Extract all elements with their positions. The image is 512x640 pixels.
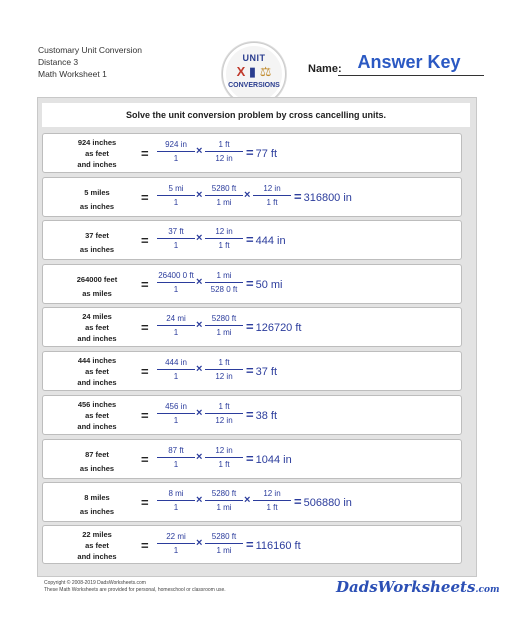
conversion-fraction — [205, 489, 243, 513]
conversion-fraction — [157, 489, 195, 513]
problem-label-line: as feet — [85, 323, 109, 332]
brand-name: DadsWorksheets — [336, 578, 476, 596]
problem-label-line: 8 miles — [84, 493, 110, 502]
conversion-fraction — [157, 314, 195, 338]
name-field-line[interactable] — [338, 75, 484, 76]
problem-label-line: 24 miles — [82, 312, 112, 321]
fraction-numerator: 444 in — [157, 358, 195, 370]
fraction-numerator: 5280 ft — [205, 489, 243, 501]
result-equals-sign: = — [294, 494, 302, 509]
result-value: 1044 in — [255, 454, 292, 466]
fraction-denominator: 1 — [173, 372, 179, 381]
problem-row — [42, 307, 462, 347]
answer-result — [246, 407, 277, 422]
problem-row — [42, 351, 462, 391]
equals-sign: = — [141, 408, 149, 423]
multiply-sign: × — [196, 407, 203, 419]
result-value: 126720 ft — [255, 322, 302, 334]
problem-label-line: and inches — [77, 552, 117, 561]
fraction-denominator: 1 — [173, 241, 179, 250]
conversion-fraction — [157, 271, 195, 295]
equals-sign: = — [141, 538, 149, 553]
fraction-numerator: 1 ft — [205, 402, 243, 414]
fraction-denominator: 12 in — [215, 372, 233, 381]
fraction-numerator: 1 mi — [205, 271, 243, 283]
problem-label-line: 22 miles — [82, 530, 112, 539]
multiply-sign: × — [196, 189, 203, 201]
fraction-numerator: 5 mi — [157, 184, 195, 196]
problem-label-line: as feet — [85, 149, 109, 158]
answer-result — [246, 276, 283, 291]
conversion-fraction — [205, 271, 243, 295]
problem-label — [57, 355, 137, 388]
conversion-fraction — [157, 402, 195, 426]
equals-sign: = — [141, 364, 149, 379]
problem-label — [57, 229, 137, 257]
problem-label — [57, 448, 137, 476]
fraction-denominator: 1 — [173, 546, 179, 555]
multiply-sign: × — [196, 276, 203, 288]
fraction-numerator: 1 ft — [205, 358, 243, 370]
conversion-fraction — [253, 489, 291, 513]
equals-sign: = — [141, 146, 149, 161]
result-value: 116160 ft — [255, 540, 301, 552]
problem-row — [42, 482, 462, 522]
multiply-sign: × — [196, 363, 203, 375]
problem-label-line: 444 inches — [77, 356, 117, 365]
fraction-numerator: 24 mi — [157, 314, 195, 326]
result-equals-sign: = — [246, 451, 254, 466]
multiply-sign: × — [196, 319, 203, 331]
fraction-denominator: 1 mi — [216, 328, 232, 337]
conversion-fraction — [157, 532, 195, 556]
logo-top-text: UNIT — [242, 53, 266, 63]
conversion-fraction — [157, 227, 195, 251]
logo-icons — [223, 64, 285, 80]
problem-label-line: and inches — [77, 160, 117, 169]
fraction-numerator: 12 in — [205, 227, 243, 239]
result-value: 77 ft — [255, 148, 277, 160]
dadsworksheets-logo — [336, 578, 500, 596]
problem-row — [42, 220, 462, 260]
instructions-text: Solve the unit conversion problem by cross cancelling units. — [125, 110, 387, 120]
fraction-numerator: 26400 0 ft — [157, 271, 195, 283]
problem-label — [57, 311, 137, 344]
problem-label-line: as feet — [85, 541, 109, 550]
cross-icon: X — [236, 64, 246, 79]
answer-result — [246, 537, 301, 552]
problem-row — [42, 439, 462, 479]
conversion-fraction — [157, 358, 195, 382]
answer-key-title: Answer Key — [357, 52, 461, 72]
usage-note: These Math Worksheets are provided for personal, homeschool or classroom use. — [44, 587, 226, 593]
problem-label-line: as inches — [79, 464, 115, 473]
problem-label-line: as feet — [85, 367, 109, 376]
fraction-denominator: 1 — [173, 460, 179, 469]
problem-label-line: 456 inches — [77, 400, 117, 409]
result-value: 37 ft — [255, 366, 277, 378]
conversion-fraction — [253, 184, 291, 208]
logo-bottom-text: CONVERSIONS — [228, 82, 280, 89]
fraction-denominator: 528 0 ft — [210, 285, 238, 294]
conversion-fraction — [157, 446, 195, 470]
fraction-numerator: 5280 ft — [205, 532, 243, 544]
result-equals-sign: = — [246, 363, 254, 378]
problem-label-line: 924 inches — [77, 138, 117, 147]
problem-label-line: as miles — [82, 289, 112, 298]
equals-sign: = — [141, 190, 149, 205]
fraction-denominator: 1 — [173, 285, 179, 294]
fraction-numerator: 456 in — [157, 402, 195, 414]
result-equals-sign: = — [294, 189, 302, 204]
multiply-sign: × — [196, 494, 203, 506]
result-value: 50 mi — [255, 279, 283, 291]
conversion-fraction — [205, 314, 243, 338]
problem-label — [57, 529, 137, 562]
fraction-numerator: 1 ft — [205, 140, 243, 152]
conversion-fraction — [205, 184, 243, 208]
conversion-fraction — [205, 358, 243, 382]
name-label: Name: — [308, 63, 342, 75]
fraction-denominator: 1 ft — [266, 198, 278, 207]
fraction-numerator: 924 in — [157, 140, 195, 152]
problem-label-line: 264000 feet — [76, 275, 118, 284]
problem-row — [42, 395, 462, 435]
conversion-fraction — [205, 532, 243, 556]
problem-label-line: 37 feet — [85, 231, 109, 240]
problem-label-line: as inches — [79, 202, 115, 211]
conversion-fraction — [157, 184, 195, 208]
result-value: 316800 in — [303, 192, 352, 204]
result-equals-sign: = — [246, 232, 254, 247]
problem-label-line: as feet — [85, 411, 109, 420]
equals-sign: = — [141, 277, 149, 292]
multiply-sign: × — [196, 145, 203, 157]
result-equals-sign: = — [246, 407, 254, 422]
problem-label-line: as inches — [79, 507, 115, 516]
problem-label — [57, 273, 137, 301]
problem-label-line: 87 feet — [85, 450, 109, 459]
result-equals-sign: = — [246, 319, 254, 334]
multiply-sign: × — [244, 494, 251, 506]
fraction-numerator: 12 in — [253, 184, 291, 196]
result-equals-sign: = — [246, 537, 254, 552]
problem-row — [42, 177, 462, 217]
answer-result — [246, 451, 292, 466]
problem-row — [42, 525, 462, 564]
fraction-numerator: 22 mi — [157, 532, 195, 544]
answer-result — [246, 145, 277, 160]
copyright-text: Copyright © 2008-2019 DadsWorksheets.com — [44, 580, 146, 586]
equals-sign: = — [141, 452, 149, 467]
worksheet-subtopic: Distance 3 — [38, 57, 79, 67]
fraction-denominator: 1 mi — [216, 503, 232, 512]
problem-label — [57, 137, 137, 170]
fraction-denominator: 1 mi — [216, 198, 232, 207]
fraction-numerator: 5280 ft — [205, 314, 243, 326]
result-value: 38 ft — [255, 410, 277, 422]
problem-label-line: and inches — [77, 334, 117, 343]
result-equals-sign: = — [246, 145, 254, 160]
answer-result — [294, 189, 352, 204]
equals-sign: = — [141, 233, 149, 248]
fraction-numerator: 87 ft — [157, 446, 195, 458]
fraction-numerator: 8 mi — [157, 489, 195, 501]
worksheet-header — [38, 44, 142, 80]
fraction-denominator: 12 in — [215, 416, 233, 425]
multiply-sign: × — [196, 451, 203, 463]
fraction-numerator: 12 in — [205, 446, 243, 458]
fraction-denominator: 1 — [173, 416, 179, 425]
fraction-denominator: 1 — [173, 198, 179, 207]
answer-result — [294, 494, 352, 509]
footer-text — [44, 580, 226, 594]
problem-label-line: 5 miles — [84, 188, 110, 197]
fraction-denominator: 1 — [173, 503, 179, 512]
conversion-fraction — [205, 402, 243, 426]
fraction-denominator: 1 mi — [216, 546, 232, 555]
worksheet-topic: Customary Unit Conversion — [38, 45, 142, 55]
result-equals-sign: = — [246, 276, 254, 291]
result-value: 506880 in — [303, 497, 352, 509]
ruler-icon: ▮ — [248, 64, 257, 79]
problem-label — [57, 186, 137, 214]
problem-row — [42, 133, 462, 173]
answer-result — [246, 232, 286, 247]
multiply-sign: × — [196, 537, 203, 549]
fraction-denominator: 1 ft — [218, 460, 230, 469]
result-value: 444 in — [255, 235, 286, 247]
fraction-numerator: 37 ft — [157, 227, 195, 239]
fraction-denominator: 1 — [173, 328, 179, 337]
problem-label-line: and inches — [77, 378, 117, 387]
problem-label — [57, 491, 137, 519]
scale-icon: ⚖ — [259, 64, 272, 79]
fraction-denominator: 1 ft — [218, 241, 230, 250]
problem-row — [42, 264, 462, 304]
equals-sign: = — [141, 320, 149, 335]
fraction-numerator: 5280 ft — [205, 184, 243, 196]
fraction-denominator: 1 ft — [266, 503, 278, 512]
fraction-denominator: 1 — [173, 154, 179, 163]
equals-sign: = — [141, 495, 149, 510]
answer-result — [246, 363, 277, 378]
problem-label-line: and inches — [77, 422, 117, 431]
conversion-fraction — [205, 140, 243, 164]
fraction-numerator: 12 in — [253, 489, 291, 501]
problem-label — [57, 399, 137, 432]
multiply-sign: × — [196, 232, 203, 244]
conversion-fraction — [157, 140, 195, 164]
conversion-fraction — [205, 227, 243, 251]
problem-label-line: as inches — [79, 245, 115, 254]
multiply-sign: × — [244, 189, 251, 201]
fraction-denominator: 12 in — [215, 154, 233, 163]
brand-suffix: .com — [475, 585, 500, 595]
worksheet-number: Math Worksheet 1 — [38, 69, 107, 79]
answer-result — [246, 319, 301, 334]
conversion-fraction — [205, 446, 243, 470]
